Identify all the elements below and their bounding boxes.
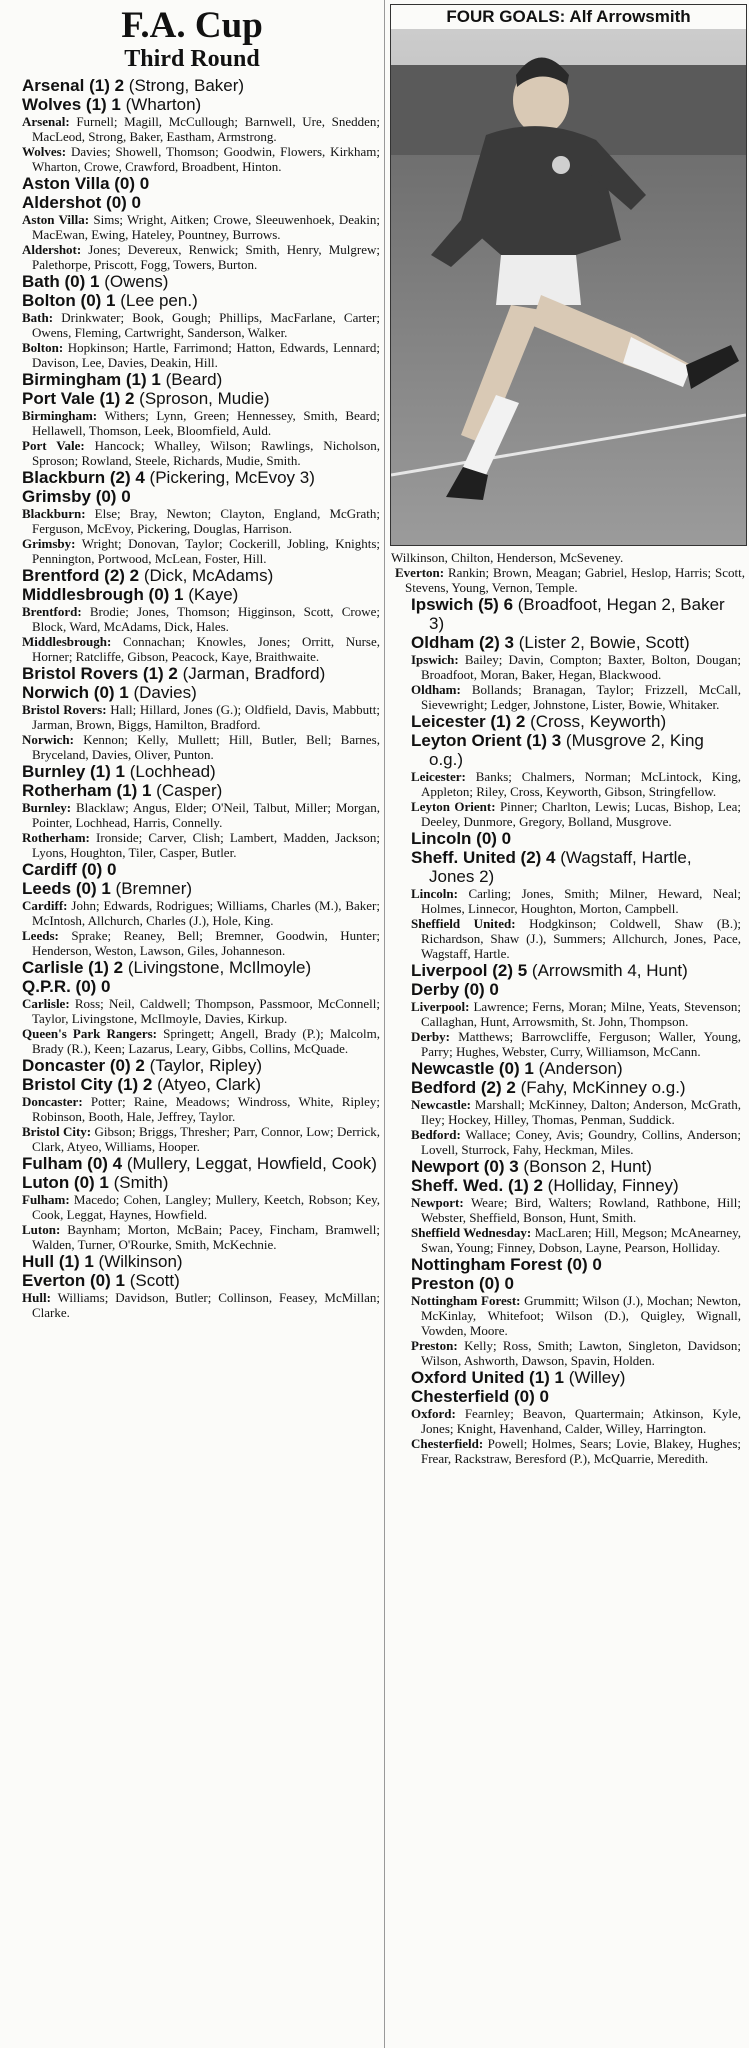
home-team-result	[22, 664, 380, 683]
team-score: Liverpool (2) 5	[411, 961, 528, 980]
away-team-result	[411, 1078, 741, 1097]
team-lineup	[22, 898, 380, 928]
lineup-players: Wallace; Coney, Avis; Goundry, Collins, Anderson; Lovell, Sturrock, Fahy, Heckman, Miles.	[421, 1127, 741, 1157]
lineup-players: Grummitt; Wilson (J.), Mochan; Newton, McKinlay, Whitefoot; Wilson (D.), Quigley, Wignall, Vowden, Moore.	[421, 1293, 741, 1338]
team-score: Grimsby (0) 0	[22, 487, 131, 506]
footballer-kicking-image	[391, 5, 746, 545]
match-block	[389, 829, 745, 961]
goal-scorers: (Smith)	[113, 1173, 169, 1192]
photo-caption: FOUR GOALS: Alf Arrowsmith	[391, 5, 746, 29]
match-block	[0, 468, 384, 566]
lineup-players: Bailey; Davin, Compton; Baxter, Bolton, Dougan; Broadfoot, Moran, Baker, Hegan, Blackwood.	[421, 652, 741, 682]
team-lineup	[411, 1029, 741, 1059]
team-score: Cardiff (0) 0	[22, 860, 117, 879]
lineup-players: Hodgkinson; Coldwell, Shaw (B.); Richardson, Shaw (J.), Summers; Allchurch, Jones, Pace, Wagstaff, Hartle.	[421, 916, 742, 961]
lineup-team-label: Oldham:	[411, 682, 461, 697]
team-score: Sheff. Wed. (1) 2	[411, 1176, 543, 1195]
team-lineup	[22, 242, 380, 272]
match-block	[0, 1252, 384, 1320]
lineup-team-label: Cardiff:	[22, 898, 68, 913]
continued-lineup: Wilkinson, Chilton, Henderson, McSeveney.	[391, 550, 624, 565]
lineup-team-label: Carlisle:	[22, 996, 70, 1011]
lineup-players: Davies; Showell, Thomson; Goodwin, Flowers, Kirkham; Wharton, Crowe, Crawford, Broadbent, Hinton.	[32, 144, 381, 174]
team-score: Birmingham (1) 1	[22, 370, 161, 389]
lineup-team-label: Birmingham:	[22, 408, 98, 423]
team-lineup	[411, 886, 741, 916]
left-match-list	[0, 76, 384, 1320]
lineup-players: Kelly; Ross, Smith; Lawton, Singleton, Davidson; Wilson, Ashworth, Dawson, Spavin, Holden.	[421, 1338, 742, 1368]
lineup-team-label: Leeds:	[22, 928, 59, 943]
player-photo	[390, 4, 747, 546]
goal-scorers: (Broadfoot, Hegan 2, Baker 3)	[429, 595, 725, 633]
lineup-team-label: Grimsby:	[22, 536, 76, 551]
match-block	[0, 566, 384, 664]
home-team-result	[22, 1252, 380, 1271]
goal-scorers: (Cross, Keyworth)	[530, 712, 667, 731]
team-score: Bath (0) 1	[22, 272, 100, 291]
goal-scorers: (Livingstone, McIlmoyle)	[127, 958, 312, 977]
team-lineup	[411, 652, 741, 682]
team-lineup	[22, 928, 380, 958]
lineup-team-label: Queen's Park Rangers:	[22, 1026, 157, 1041]
goal-scorers: (Atyeo, Clark)	[157, 1075, 262, 1094]
team-score: Middlesbrough (0) 1	[22, 585, 184, 604]
goal-scorers: (Owens)	[104, 272, 169, 291]
lineup-team-label: Chesterfield:	[411, 1436, 484, 1451]
away-team-result	[411, 1274, 741, 1293]
lineup-players: Potter; Raine, Meadows; Windross, White, Ripley; Robinson, Booth, Hale, Jeffrey, Taylor.	[32, 1094, 380, 1124]
team-lineup	[22, 310, 380, 340]
lineup-team-label: Rotherham:	[22, 830, 90, 845]
away-team-result	[22, 193, 380, 212]
lineup-team-label: Blackburn:	[22, 506, 86, 521]
lineup-team-label: Sheffield United:	[411, 916, 516, 931]
team-score: Leicester (1) 2	[411, 712, 526, 731]
lineup-players: Jones; Devereux, Renwick; Smith, Henry, Mulgrew; Palethorpe, Priscott, Fogg, Towers, Burton.	[32, 242, 380, 272]
right-match-list	[389, 595, 745, 1466]
lineup-team-label: Wolves:	[22, 144, 67, 159]
team-lineup	[411, 916, 741, 961]
away-team-result	[22, 1075, 380, 1094]
home-team-result	[22, 1056, 380, 1075]
right-column	[389, 550, 745, 2048]
match-block	[0, 1154, 384, 1252]
team-lineup	[411, 1195, 741, 1225]
goal-scorers: (Beard)	[165, 370, 223, 389]
team-lineup	[22, 800, 380, 830]
away-team-result	[411, 1176, 741, 1195]
team-lineup	[411, 1436, 741, 1466]
away-team-result	[22, 291, 380, 310]
team-lineup	[411, 1338, 741, 1368]
lineup-team-label: Arsenal:	[22, 114, 70, 129]
lineup-team-label: Doncaster:	[22, 1094, 83, 1109]
goal-scorers: (Lochhead)	[129, 762, 216, 781]
away-team-result	[22, 977, 380, 996]
team-lineup	[411, 799, 741, 829]
goal-scorers: (Holliday, Finney)	[547, 1176, 679, 1195]
lineup-players: Fearnley; Beavon, Quartermain; Atkinson, Kyle, Jones; Knight, Havenhand, Calder, Willey, Harrington.	[421, 1406, 741, 1436]
lineup-players: Carling; Jones, Smith; Milner, Heward, Neal; Holmes, Linnecor, Houghton, Morton, Campbell.	[421, 886, 741, 916]
team-lineup	[411, 682, 741, 712]
team-score: Sheff. United (2) 4	[411, 848, 556, 867]
lineup-players: Gibson; Briggs, Thresher; Parr, Connor, Low; Derrick, Clark, Atyeo, Williams, Hooper.	[32, 1124, 380, 1154]
match-block	[0, 860, 384, 958]
team-lineup	[22, 732, 380, 762]
team-score: Leyton Orient (1) 3	[411, 731, 562, 750]
lineup-team-label: Everton:	[395, 565, 445, 580]
home-team-result	[411, 1255, 741, 1274]
page-title: F.A. Cup	[121, 5, 263, 46]
match-block	[0, 370, 384, 468]
team-lineup	[22, 144, 380, 174]
goal-scorers: (Arrowsmith 4, Hunt)	[531, 961, 688, 980]
team-score: Bristol Rovers (1) 2	[22, 664, 178, 683]
goal-scorers: (Wilkinson)	[98, 1252, 183, 1271]
goal-scorers: (Mullery, Leggat, Howfield, Cook)	[126, 1154, 377, 1173]
match-block	[0, 1056, 384, 1154]
goal-scorers: (Sproson, Mudie)	[139, 389, 270, 408]
lineup-players: Ross; Neil, Caldwell; Thompson, Passmoor, McConnell; Taylor, Livingstone, McIlmoyle, Davies, Kirkup.	[32, 996, 381, 1026]
away-team-result	[22, 1271, 380, 1290]
team-score: Derby (0) 0	[411, 980, 499, 999]
home-team-result	[22, 76, 380, 95]
goal-scorers: (Pickering, McEvoy 3)	[149, 468, 315, 487]
lineup-players: Pinner; Charlton, Lewis; Lucas, Bishop, Lea; Deeley, Dunmore, Gregory, Bolland, Musgrove.	[421, 799, 742, 829]
lineup-players: Hall; Hillard, Jones (G.); Oldfield, Davis, Mabbutt; Jarman, Brown, Biggs, Hamilton, Bradford.	[32, 702, 381, 732]
away-team-result	[22, 1173, 380, 1192]
team-score: Brentford (2) 2	[22, 566, 140, 585]
lineup-players: Sims; Wright, Aitken; Crowe, Sleeuwenhoek, Deakin; MacEwan, Ewing, Hateley, Pountney, Burrows.	[32, 212, 381, 242]
lineup-players: Rankin; Brown, Meagan; Gabriel, Heslop, Harris; Scott, Stevens, Young, Vernon, Temple.	[405, 565, 745, 595]
team-score: Doncaster (0) 2	[22, 1056, 145, 1075]
team-lineup	[411, 769, 741, 799]
page-subtitle: Third Round	[124, 46, 260, 72]
team-lineup	[411, 1097, 741, 1127]
team-lineup	[411, 1225, 741, 1255]
team-score: Norwich (0) 1	[22, 683, 129, 702]
lineup-team-label: Bristol Rovers:	[22, 702, 107, 717]
away-team-result	[22, 683, 380, 702]
team-lineup	[411, 999, 741, 1029]
team-score: Leeds (0) 1	[22, 879, 111, 898]
team-score: Hull (1) 1	[22, 1252, 94, 1271]
lineup-players: Hancock; Whalley, Wilson; Rawlings, Nicholson, Sproson; Rowland, Steele, Richards, Mudie, Smith.	[32, 438, 380, 468]
home-team-result	[22, 566, 380, 585]
match-block	[389, 1157, 745, 1255]
lineup-team-label: Hull:	[22, 1290, 51, 1305]
team-lineup	[411, 1293, 741, 1338]
lineup-players: Matthews; Barrowcliffe, Ferguson; Waller, Young, Parry; Hughes, Webster, Curry, Williamson, McCann.	[421, 1029, 741, 1059]
lineup-team-label: Newcastle:	[411, 1097, 471, 1112]
team-lineup	[22, 1222, 380, 1252]
lineup-players: Marshall; McKinney, Dalton; Anderson, McGrath, Iley; Hockey, Hilley, Thomas, Penman, Suddick.	[421, 1097, 741, 1127]
lineup-players: Macedo; Cohen, Langley; Mullery, Keetch, Robson; Key, Cook, Leggat, Haynes, Howfield.	[32, 1192, 380, 1222]
goal-scorers: (Davies)	[133, 683, 197, 702]
team-score: Carlisle (1) 2	[22, 958, 124, 977]
lineup-players: Weare; Bird, Walters; Rowland, Rathbone, Hill; Webster, Sheffield, Bonson, Hunt, Smith.	[421, 1195, 741, 1225]
lineup-team-label: Fulham:	[22, 1192, 70, 1207]
goal-scorers: (Kaye)	[188, 585, 239, 604]
goal-scorers: (Taylor, Ripley)	[149, 1056, 262, 1075]
lineup-team-label: Preston:	[411, 1338, 458, 1353]
goal-scorers: (Lee pen.)	[120, 291, 198, 310]
lineup-players: Connachan; Knowles, Jones; Orritt, Nurse, Horner; Ratcliffe, Gibson, Peacock, Kaye, Braithwaite.	[32, 634, 380, 664]
away-team-result	[411, 1387, 741, 1406]
lineup-team-label: Bedford:	[411, 1127, 461, 1142]
goal-scorers: (Casper)	[156, 781, 223, 800]
lineup-players: MacLaren; Hill, Megson; McAnearney, Swan, Young; Finney, Dobson, Layne, Pearson, Holliday.	[421, 1225, 741, 1255]
goal-scorers: (Wharton)	[125, 95, 202, 114]
home-team-result	[411, 595, 741, 633]
team-score: Preston (0) 0	[411, 1274, 514, 1293]
team-score: Arsenal (1) 2	[22, 76, 125, 95]
match-block	[389, 1368, 745, 1466]
lineup-team-label: Oxford:	[411, 1406, 456, 1421]
team-score: Oldham (2) 3	[411, 633, 514, 652]
goal-scorers: (Strong, Baker)	[128, 76, 245, 95]
team-score: Luton (0) 1	[22, 1173, 109, 1192]
goal-scorers: (Anderson)	[538, 1059, 623, 1078]
lineup-team-label: Brentford:	[22, 604, 82, 619]
away-team-result	[22, 389, 380, 408]
team-score: Wolves (1) 1	[22, 95, 121, 114]
continued-team-lineup	[389, 565, 745, 595]
lineup-team-label: Bolton:	[22, 340, 64, 355]
team-score: Bolton (0) 1	[22, 291, 116, 310]
team-score: Everton (0) 1	[22, 1271, 125, 1290]
team-lineup	[22, 536, 380, 566]
lineup-players: Drinkwater; Book, Gough; Phillips, MacFarlane, Carter; Owens, Fleming, Cartwright, Sanderson, Walker.	[32, 310, 381, 340]
team-lineup	[22, 408, 380, 438]
away-team-result	[411, 848, 741, 886]
lineup-players: Williams; Davidson, Butler; Collinson, Feasey, McMillan; Clarke.	[32, 1290, 380, 1320]
home-team-result	[22, 860, 380, 879]
home-team-result	[411, 829, 741, 848]
team-score: Rotherham (1) 1	[22, 781, 152, 800]
team-lineup	[22, 996, 380, 1026]
away-team-result	[22, 879, 380, 898]
team-score: Newport (0) 3	[411, 1157, 519, 1176]
lineup-team-label: Norwich:	[22, 732, 74, 747]
home-team-result	[411, 961, 741, 980]
goal-scorers: (Willey)	[568, 1368, 626, 1387]
home-team-result	[411, 1059, 741, 1078]
home-team-result	[411, 1157, 741, 1176]
lineup-players: Else; Bray, Newton; Clayton, England, McGrath; Ferguson, McEvoy, Pickering, Douglas, Harrison.	[32, 506, 381, 536]
lineup-players: John; Edwards, Rodrigues; Williams, Charles (M.), Baker; McIntosh, Allchurch, Charles (J.), Hole, King.	[32, 898, 380, 928]
team-lineup	[22, 634, 380, 664]
team-score: Burnley (1) 1	[22, 762, 125, 781]
lineup-players: Hopkinson; Hartle, Farrimond; Hatton, Edwards, Lennard; Davison, Lee, Davies, Deakin, Hill.	[32, 340, 381, 370]
team-lineup	[22, 702, 380, 732]
lineup-team-label: Aldershot:	[22, 242, 82, 257]
lineup-team-label: Liverpool:	[411, 999, 470, 1014]
team-lineup	[22, 1290, 380, 1320]
match-block	[389, 1059, 745, 1157]
goal-scorers: (Lister 2, Bowie, Scott)	[518, 633, 690, 652]
lineup-team-label: Newport:	[411, 1195, 464, 1210]
team-score: Bristol City (1) 2	[22, 1075, 153, 1094]
lineup-players: Blacklaw; Angus, Elder; O'Neil, Talbut, Miller; Morgan, Pointer, Lochhead, Harris, Connelly.	[32, 800, 380, 830]
home-team-result	[22, 762, 380, 781]
match-block	[389, 595, 745, 712]
team-score: Ipswich (5) 6	[411, 595, 514, 614]
lineup-players: Withers; Lynn, Green; Hennessey, Smith, Beard; Hellawell, Thomson, Leek, Bloomfield, Auld.	[32, 408, 380, 438]
lineup-players: Kennon; Kelly, Mullett; Hill, Butler, Bell; Barnes, Bryceland, Davies, Oliver, Punton.	[32, 732, 380, 762]
lineup-players: Furnell; Magill, McCullough; Barnwell, Ure, Snedden; MacLeod, Strong, Baker, Eastham, Armstrong.	[32, 114, 381, 144]
goal-scorers: (Bonson 2, Hunt)	[523, 1157, 652, 1176]
lineup-players: Powell; Holmes, Sears; Lovie, Blakey, Hughes; Frear, Rackstraw, Beresford (P.), McQuarrie, Meredith.	[421, 1436, 741, 1466]
lineup-team-label: Leicester:	[411, 769, 466, 784]
away-team-result	[22, 95, 380, 114]
team-lineup	[22, 1094, 380, 1124]
lineup-team-label: Burnley:	[22, 800, 72, 815]
home-team-result	[22, 174, 380, 193]
lineup-players: Sprake; Reaney, Bell; Bremner, Goodwin, Hunter; Henderson, Weston, Lawson, Giles, Johanneson.	[32, 928, 381, 958]
team-score: Bedford (2) 2	[411, 1078, 516, 1097]
team-score: Blackburn (2) 4	[22, 468, 145, 487]
goal-scorers: (Scott)	[129, 1271, 180, 1290]
team-lineup	[22, 438, 380, 468]
lineup-team-label: Middlesbrough:	[22, 634, 112, 649]
team-lineup	[22, 1124, 380, 1154]
match-block	[0, 174, 384, 272]
home-team-result	[22, 468, 380, 487]
lineup-players: Brodie; Jones, Thomson; Higginson, Scott, Crowe; Block, Ward, McAdams, Dick, Hales.	[32, 604, 380, 634]
home-team-result	[22, 370, 380, 389]
goal-scorers: (Wagstaff, Hartle, Jones 2)	[429, 848, 692, 886]
team-score: Q.P.R. (0) 0	[22, 977, 111, 996]
lineup-players: Bollands; Branagan, Taylor; Frizzell, McCall, Sievewright; Ledger, Johnstone, Lister, Bowie, Whitaker.	[421, 682, 742, 712]
team-lineup	[22, 212, 380, 242]
match-block	[0, 76, 384, 174]
lineup-players: Banks; Chalmers, Norman; McLintock, King, Appleton; Riley, Cross, Keyworth, Gibson, Stringfellow.	[421, 769, 741, 799]
home-team-result	[22, 958, 380, 977]
goal-scorers: (Bremner)	[115, 879, 193, 898]
goal-scorers: (Fahy, McKinney o.g.)	[520, 1078, 686, 1097]
goal-scorers: (Jarman, Bradford)	[182, 664, 326, 683]
match-block	[0, 958, 384, 1056]
match-block	[389, 1255, 745, 1368]
away-team-result	[22, 487, 380, 506]
team-score: Fulham (0) 4	[22, 1154, 123, 1173]
lineup-team-label: Port Vale:	[22, 438, 85, 453]
home-team-result	[22, 272, 380, 291]
home-team-result	[411, 712, 741, 731]
team-lineup	[22, 1192, 380, 1222]
team-lineup	[22, 604, 380, 634]
team-score: Aston Villa (0) 0	[22, 174, 150, 193]
lineup-team-label: Derby:	[411, 1029, 450, 1044]
match-block	[0, 664, 384, 762]
team-score: Oxford United (1) 1	[411, 1368, 565, 1387]
lineup-team-label: Ipswich:	[411, 652, 459, 667]
team-lineup	[22, 114, 380, 144]
lineup-team-label: Bath:	[22, 310, 54, 325]
lineup-players: Wright; Donovan, Taylor; Cockerill, Jobling, Knights; Pennington, Portwood, McLean, Foster, Hill.	[32, 536, 380, 566]
lineup-team-label: Luton:	[22, 1222, 61, 1237]
lineup-team-label: Nottingham Forest:	[411, 1293, 521, 1308]
team-lineup	[22, 1026, 380, 1056]
team-score: Aldershot (0) 0	[22, 193, 142, 212]
team-lineup	[22, 830, 380, 860]
match-block	[389, 712, 745, 829]
lineup-players: Baynham; Morton, McBain; Pacey, Fincham, Bramwell; Walden, Turner, O'Rourke, Smith, McKechnie.	[32, 1222, 381, 1252]
goal-scorers: (Dick, McAdams)	[143, 566, 274, 585]
team-score: Nottingham Forest (0) 0	[411, 1255, 602, 1274]
team-score: Newcastle (0) 1	[411, 1059, 534, 1078]
match-block	[389, 961, 745, 1059]
team-lineup	[22, 506, 380, 536]
team-lineup	[22, 340, 380, 370]
match-block	[0, 272, 384, 370]
lineup-players: Ironside; Carver, Clish; Lambert, Madden, Jackson; Lyons, Houghton, Tiler, Casper, Butler.	[32, 830, 380, 860]
home-team-result	[411, 1368, 741, 1387]
away-team-result	[411, 633, 741, 652]
away-team-result	[22, 585, 380, 604]
lineup-players: Lawrence; Ferns, Moran; Milne, Yeats, Stevenson; Callaghan, Hunt, Arrowsmith, St. John, Thompson.	[421, 999, 741, 1029]
lineup-team-label: Lincoln:	[411, 886, 458, 901]
team-lineup	[411, 1127, 741, 1157]
home-team-result	[22, 1154, 380, 1173]
lineup-players: Springett; Angell, Brady (P.); Malcolm, Brady (R.), Keen; Lazarus, Leary, Gibbs, Collins, McQuade.	[32, 1026, 380, 1056]
lineup-team-label: Sheffield Wednesday:	[411, 1225, 532, 1240]
team-score: Chesterfield (0) 0	[411, 1387, 549, 1406]
team-lineup	[411, 1406, 741, 1436]
team-score: Port Vale (1) 2	[22, 389, 135, 408]
goal-scorers: (Musgrove 2, King o.g.)	[429, 731, 704, 769]
team-score: Lincoln (0) 0	[411, 829, 512, 848]
lineup-team-label: Bristol City:	[22, 1124, 92, 1139]
lineup-team-label: Leyton Orient:	[411, 799, 496, 814]
away-team-result	[411, 731, 741, 769]
lineup-team-label: Aston Villa:	[22, 212, 90, 227]
match-block	[0, 762, 384, 860]
away-team-result	[411, 980, 741, 999]
away-team-result	[22, 781, 380, 800]
